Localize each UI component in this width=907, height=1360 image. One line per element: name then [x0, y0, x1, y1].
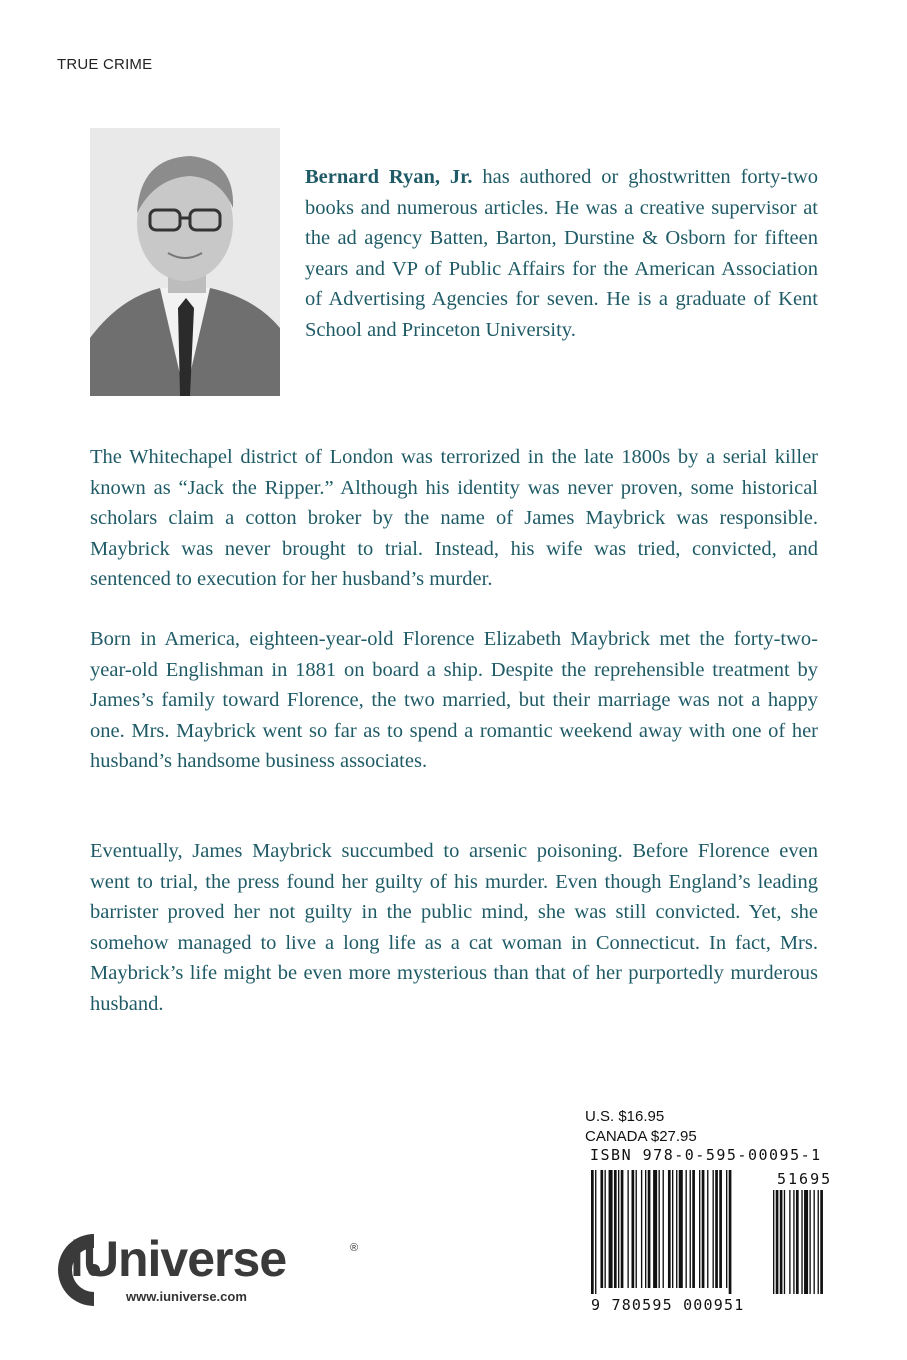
barcode-bar: [690, 1170, 691, 1288]
description-paragraph: Born in America, eighteen-year-old Florence Elizabeth Maybrick met the forty-two-year-old Englishman in 1881 on board a ship. Despite the reprehensible treatment by James’s family toward Florence, the two married, but their marriage was not a happy one. Mrs. Maybrick went so far as to spend a romantic weekend away with one of her husband’s handsome business associates.: [90, 628, 818, 772]
barcode-bar: [618, 1170, 619, 1288]
author-bio-text: has authored or ghostwritten forty-two books and numerous articles. He was a creative supervisor at the ad agency Batten, Barton, Durstine & Osborn for fifteen years and VP of Public Affairs for the American Association of Advertising Agencies for seven. He is a graduate of Kent School and Princeton University.: [305, 166, 818, 341]
barcode-bar: [605, 1170, 606, 1288]
barcode-bar: [776, 1190, 779, 1294]
barcode-bar: [796, 1190, 799, 1294]
barcode-bar: [645, 1170, 646, 1288]
barcode-bar: [636, 1170, 637, 1288]
genre-label: TRUE CRIME: [57, 56, 153, 73]
barcode-bar: [686, 1170, 687, 1288]
barcode-bar: [715, 1170, 718, 1288]
barcode-bar: [818, 1190, 819, 1294]
barcode-bar: [600, 1170, 603, 1288]
barcode-bar: [773, 1190, 774, 1294]
barcode-bar: [784, 1190, 785, 1294]
barcode-bar: [809, 1190, 810, 1294]
publisher-url: www.iuniverse.com: [126, 1289, 247, 1304]
barcode-bar: [609, 1170, 613, 1288]
barcode-bar: [726, 1170, 727, 1288]
price-canada: CANADA $27.95: [585, 1128, 697, 1145]
barcode-bar: [676, 1170, 677, 1288]
barcode-bar: [648, 1170, 651, 1288]
barcode-bar: [793, 1190, 794, 1294]
author-photo: [90, 128, 280, 396]
barcode-bar: [663, 1170, 664, 1288]
publisher-name: iUniverse: [70, 1231, 287, 1287]
barcode-bar: [641, 1170, 642, 1288]
barcode-bar: [702, 1170, 705, 1288]
barcode-bar: [820, 1190, 823, 1294]
barcode-bar: [692, 1170, 695, 1288]
barcode-bar: [653, 1170, 657, 1288]
registered-mark: ®: [350, 1242, 359, 1254]
author-name: Bernard Ryan, Jr.: [305, 166, 473, 188]
barcode-bar: [814, 1190, 815, 1294]
barcode-bar: [632, 1170, 635, 1288]
barcode-bar: [699, 1170, 700, 1288]
description-paragraph: The Whitechapel district of London was terrorized in the late 1800s by a serial killer known as “Jack the Ripper.” Although his identity was never proven, some historical scholars claim a cotton broker by the name of James Maybrick was responsible. Maybrick was never brought to trial. Instead, his wife was tried, convicted, and sentenced to execution for her husband’s murder.: [90, 446, 818, 590]
isbn-barcode: [585, 1166, 847, 1314]
barcode-bar: [668, 1170, 671, 1288]
isbn-addon-digits: 51695: [777, 1170, 833, 1188]
barcode-bar: [804, 1190, 808, 1294]
author-bio: [305, 162, 818, 345]
barcode-bar: [595, 1170, 596, 1294]
isbn-ean-digits: 9 780595 000951: [591, 1296, 745, 1314]
barcode-bar: [780, 1190, 783, 1294]
isbn-label: ISBN 978-0-595-00095-1: [590, 1146, 822, 1164]
description-paragraph: Eventually, James Maybrick succumbed to arsenic poisoning. Before Florence even went to trial, the press found her guilty of his murder. Even though England’s leading barrister proved her not guilty in the public mind, she was still convicted. Yet, she somehow managed to live a long life as a cat woman in Connecticut. In fact, Mrs. Maybrick’s life might be even more mysterious than that of her purportedly murderous husband.: [90, 840, 818, 1015]
barcode-bar: [627, 1170, 628, 1288]
barcode-bar: [719, 1170, 722, 1288]
barcode-bar: [713, 1170, 714, 1288]
barcode-bar: [621, 1170, 624, 1288]
price-us: U.S. $16.95: [585, 1108, 665, 1125]
barcode-bar: [801, 1190, 802, 1294]
barcode-bar: [789, 1190, 790, 1294]
barcode-bar: [679, 1170, 683, 1288]
barcode-bar: [591, 1170, 594, 1294]
barcode-bar: [614, 1170, 617, 1288]
barcode-bar: [659, 1170, 660, 1288]
barcode-bar: [707, 1170, 708, 1288]
barcode-bar: [672, 1170, 673, 1288]
barcode-bar: [729, 1170, 732, 1294]
